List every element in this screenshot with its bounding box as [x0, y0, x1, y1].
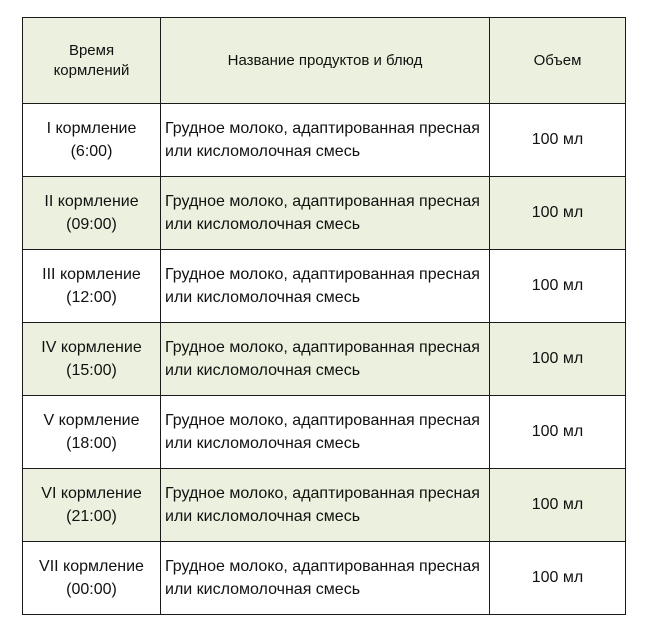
feeding-time: (09:00)	[66, 216, 117, 233]
product-text-line2: или кисломолочная смесь	[165, 289, 361, 306]
feeding-time-cell	[23, 323, 161, 396]
volume-cell: 100 мл	[490, 396, 626, 469]
volume-cell: 100 мл	[490, 104, 626, 177]
table-row	[23, 250, 626, 323]
feeding-time-cell	[23, 104, 161, 177]
product-text-line1: Грудное молоко, адаптированная пресная	[165, 339, 480, 356]
feeding-time: (18:00)	[66, 435, 117, 452]
product-text-line1: Грудное молоко, адаптированная пресная	[165, 485, 480, 502]
feeding-label: IV кормление	[41, 339, 142, 356]
table-row	[23, 542, 626, 615]
product-text-line1: Грудное молоко, адаптированная пресная	[165, 412, 480, 429]
volume-cell: 100 мл	[490, 542, 626, 615]
header-feeding-time	[23, 18, 161, 104]
feeding-label: VI кормление	[41, 485, 142, 502]
header-feeding-time-line1: Время	[68, 41, 115, 59]
feeding-time-cell	[23, 469, 161, 542]
feeding-time: (15:00)	[66, 362, 117, 379]
product-text-line2: или кисломолочная смесь	[165, 216, 361, 233]
product-text-line1: Грудное молоко, адаптированная пресная	[165, 558, 480, 575]
product-cell	[161, 542, 490, 615]
feeding-time: (00:00)	[66, 581, 117, 598]
product-text-line2: или кисломолочная смесь	[165, 143, 361, 160]
feeding-schedule-table-container	[22, 17, 625, 615]
volume-cell: 100 мл	[490, 177, 626, 250]
feeding-label: III кормление	[42, 266, 141, 283]
table-row	[23, 323, 626, 396]
product-cell	[161, 323, 490, 396]
feeding-time-cell	[23, 250, 161, 323]
table-row	[23, 396, 626, 469]
table-header-row	[23, 18, 626, 104]
feeding-label: II кормление	[44, 193, 139, 210]
feeding-time-cell	[23, 542, 161, 615]
table-row	[23, 177, 626, 250]
product-cell	[161, 177, 490, 250]
product-text-line2: или кисломолочная смесь	[165, 508, 361, 525]
volume-cell: 100 мл	[490, 250, 626, 323]
feeding-time: (6:00)	[70, 143, 113, 160]
feeding-label: I кормление	[46, 120, 137, 137]
feeding-time-cell	[23, 396, 161, 469]
product-text-line2: или кисломолочная смесь	[165, 581, 361, 598]
feeding-time: (12:00)	[66, 289, 117, 306]
product-cell	[161, 396, 490, 469]
product-cell	[161, 469, 490, 542]
product-cell	[161, 250, 490, 323]
header-feeding-time-line2: кормлений	[53, 61, 130, 79]
feeding-time: (21:00)	[66, 508, 117, 525]
volume-cell: 100 мл	[490, 323, 626, 396]
product-text-line1: Грудное молоко, адаптированная пресная	[165, 266, 480, 283]
feeding-label: V кормление	[43, 412, 140, 429]
header-volume: Объем	[490, 18, 626, 104]
feeding-label: VII кормление	[39, 558, 144, 575]
product-text-line1: Грудное молоко, адаптированная пресная	[165, 120, 480, 137]
table-row	[23, 104, 626, 177]
header-product-name: Название продуктов и блюд	[161, 18, 490, 104]
product-cell	[161, 104, 490, 177]
feeding-schedule-table	[22, 17, 626, 615]
feeding-time-cell	[23, 177, 161, 250]
volume-cell: 100 мл	[490, 469, 626, 542]
product-text-line1: Грудное молоко, адаптированная пресная	[165, 193, 480, 210]
table-row	[23, 469, 626, 542]
product-text-line2: или кисломолочная смесь	[165, 435, 361, 452]
product-text-line2: или кисломолочная смесь	[165, 362, 361, 379]
